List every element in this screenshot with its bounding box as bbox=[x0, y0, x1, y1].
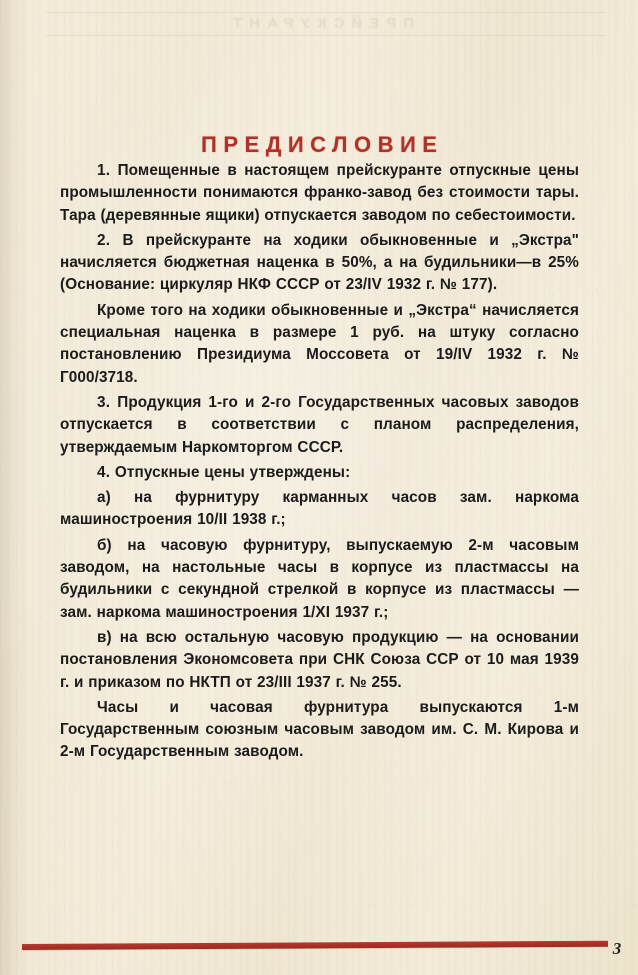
body-paragraph bbox=[60, 627, 579, 694]
body-paragraph bbox=[60, 462, 579, 484]
body-paragraph bbox=[60, 160, 579, 227]
body-paragraph bbox=[60, 487, 579, 532]
paragraph-text: а) на фурнитуру карманных часов зам. наркома машиностроения 10/II 1938 г.; bbox=[60, 489, 579, 529]
paragraph-text: Часы и часовая фурнитура выпускаются 1-м Государственным союзным часовым заводом им. С. М. Кирова и 2-м Государственным заводом. bbox=[60, 698, 579, 761]
paragraph-text: Продукция 1-го и 2-го Государственных часовых заводов отпускается в соответствии с планом распределения, утверждаемым Наркомторгом СССР. bbox=[60, 393, 579, 456]
page-number: 3 bbox=[612, 939, 622, 958]
paragraph-enumerator: 1. bbox=[97, 162, 111, 179]
paragraph-enumerator: 3. bbox=[97, 393, 111, 411]
bleed-through-rule-top bbox=[46, 12, 606, 13]
paragraph-enumerator: 4. bbox=[97, 463, 111, 481]
paragraph-text: б) на часовую фурнитуру, выпускаемую 2-м часовым заводом, на настольные часы в корпусе из пластмассы на будильники с секундной стрелкой в корпусе из пластмассы — зам. наркома машиностроения 1/XI 1937 г.; bbox=[60, 536, 579, 621]
body-paragraph bbox=[60, 230, 579, 297]
bleed-through-rule-bottom bbox=[46, 35, 606, 36]
body-paragraph bbox=[60, 392, 579, 459]
paragraph-text: в) на всю остальную часовую продукцию — на основании постановления Экономсовета при СНК Союза ССР от 10 мая 1939 г. и приказом по НКТП от 23/III 1937 г. № 255. bbox=[60, 628, 579, 691]
page-title: ПРЕДИСЛОВИЕ bbox=[201, 131, 444, 157]
paragraph-enumerator: 2. bbox=[97, 231, 111, 249]
body-paragraph bbox=[60, 697, 579, 764]
body-paragraph bbox=[60, 300, 579, 389]
bleed-through-ghost-text: ПРЕЙСКУРАНТ bbox=[226, 15, 414, 32]
paragraph-text: Кроме того на ходики обыкновенные и „Экстра“ начисляется специальная наценка в размере 1 руб. на штуку согласно постановлению Президиума Моссовета от 19/IV 1932 г. № Г000/3718. bbox=[60, 301, 579, 386]
footer-red-rule bbox=[22, 941, 608, 950]
body-text-block bbox=[60, 160, 579, 764]
bleed-through-ghost-band bbox=[18, 10, 622, 38]
body-paragraph bbox=[60, 535, 579, 624]
paragraph-text: В прейскуранте на ходики обыкновенные и „Экстра" начисляется бюджетная наценка в 50%, а на будильники—в 25% (Основание: циркуляр НКФ СССР от 23/IV 1932 г. № 177). bbox=[60, 231, 580, 294]
paragraph-text: Помещенные в настоящем прейскуранте отпускные цены промышленности понимаются франко-завод без стоимости тары. Тара (деревянные ящики) отпускается заводом по себестоимости. bbox=[60, 162, 580, 224]
paragraph-text: Отпускные цены утверждены: bbox=[114, 463, 351, 481]
